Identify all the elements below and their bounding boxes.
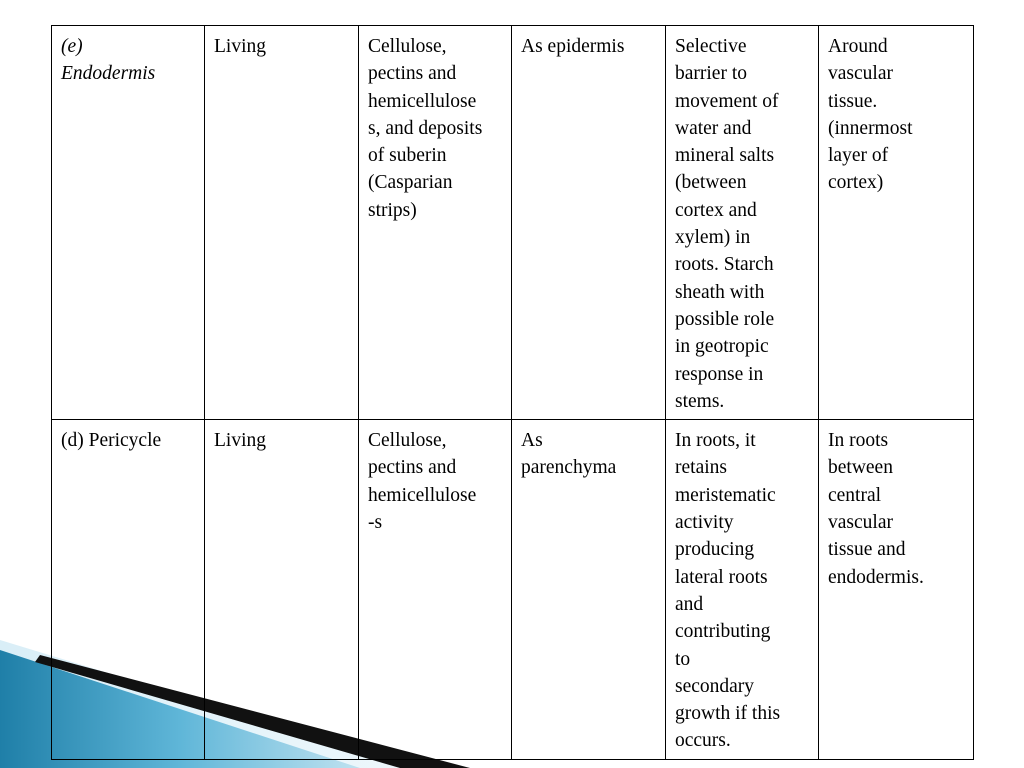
table-cell-wall-composition: Cellulose, pectins and hemicellulose s, and deposits of suberin (Casparian strips) bbox=[359, 26, 512, 420]
table-cell-wall-composition: Cellulose, pectins and hemicellulose -s bbox=[359, 420, 512, 760]
table-row bbox=[52, 420, 974, 760]
table-cell-shape: As parenchyma bbox=[512, 420, 666, 760]
tissue-comparison-table bbox=[51, 25, 974, 760]
table-cell-function: In roots, it retains meristematic activity producing lateral roots and contributing to secondary growth if this occurs. bbox=[666, 420, 819, 760]
table-row bbox=[52, 26, 974, 420]
table-cell-shape: As epidermis bbox=[512, 26, 666, 420]
table-cell-status: Living bbox=[205, 420, 359, 760]
table-cell-location: In roots between central vascular tissue and endodermis. bbox=[819, 420, 974, 760]
table-cell-function: Selective barrier to movement of water and mineral salts (between cortex and xylem) in roots. Starch sheath with possible role in geotropic response in stems. bbox=[666, 26, 819, 420]
table-cell-tissue-name: (d) Pericycle bbox=[52, 420, 205, 760]
table-cell-tissue-name: (e) Endodermis bbox=[52, 26, 205, 420]
table-cell-status: Living bbox=[205, 26, 359, 420]
table-cell-location: Around vascular tissue. (innermost layer of cortex) bbox=[819, 26, 974, 420]
